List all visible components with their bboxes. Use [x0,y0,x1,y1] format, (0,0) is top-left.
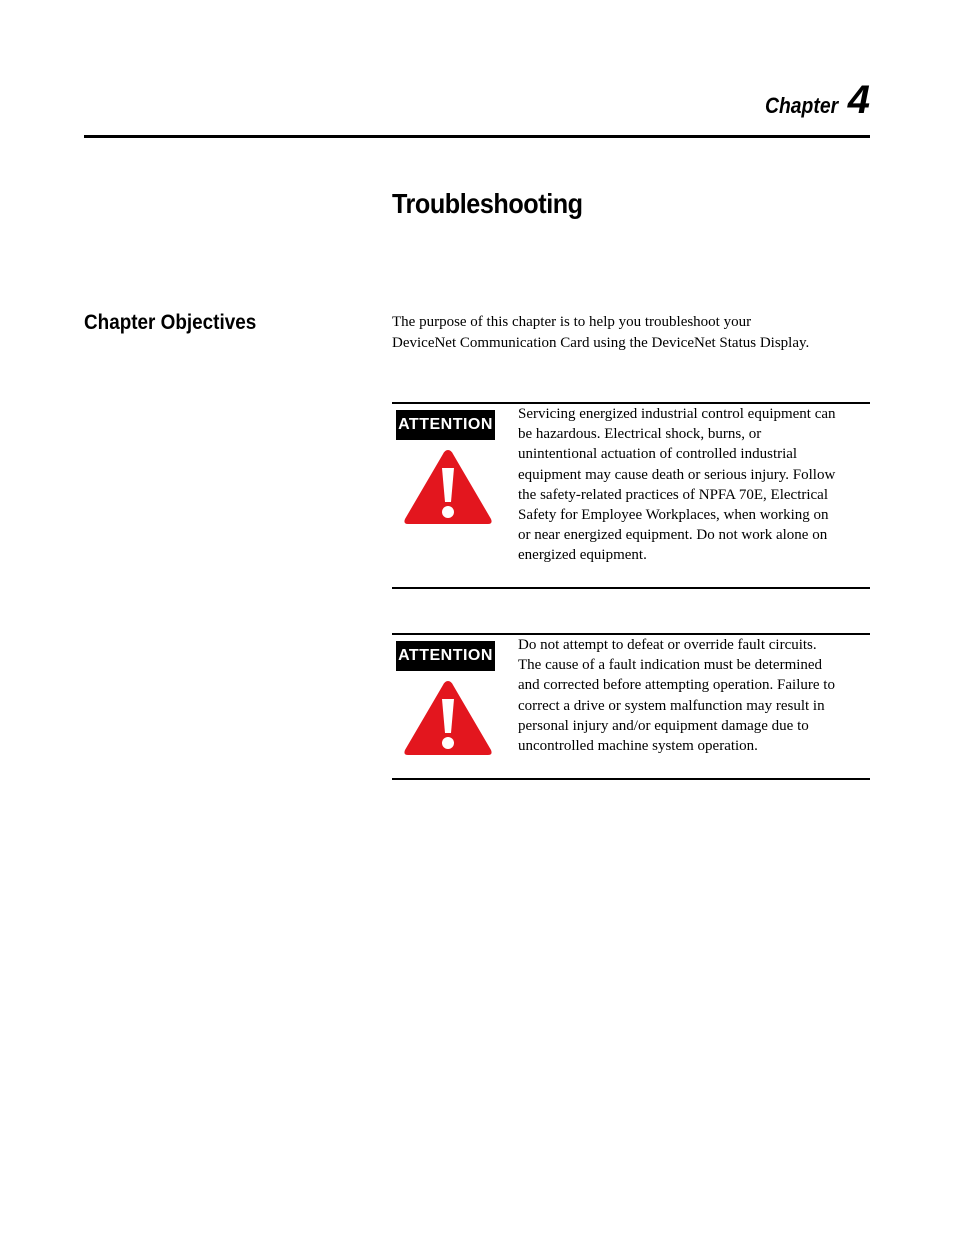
attention-text: Servicing energized industrial control equipment can be hazardous. Electrical shock, burns, or unintentional actuation of controlled industrial equipment may cause death or serious injury. Follow the safety-related practices of NPFA 70E, Electrical Safety for Employee Workplaces, when working on or near energized equipment. Do not work alone on energized equipment. [518,406,836,564]
chapter-divider [84,135,870,138]
warning-triangle-icon [402,677,494,759]
warning-triangle-icon [402,446,494,528]
attention-text: Do not attempt to defeat or override fault circuits. The cause of a fault indication must be determined and corrected before attempting operation. Failure to correct a drive or system malfunction may result in personal injury and/or equipment damage due to uncontrolled machine system operation. [518,637,835,755]
attention-notice-1 [392,402,870,589]
attention-badge: ATTENTION [396,410,495,440]
chapter-number: 4 [847,78,870,122]
chapter-label [755,78,870,123]
page-title: Troubleshooting [392,188,583,219]
intro-paragraph: The purpose of this chapter is to help you troubleshoot your DeviceNet Communication Card using the DeviceNet Status Display. [392,314,810,351]
attention-badge: ATTENTION [396,641,495,671]
chapter-word: Chapter [764,93,838,118]
attention-notice-2 [392,633,870,780]
section-heading: Chapter Objectives [84,311,257,334]
